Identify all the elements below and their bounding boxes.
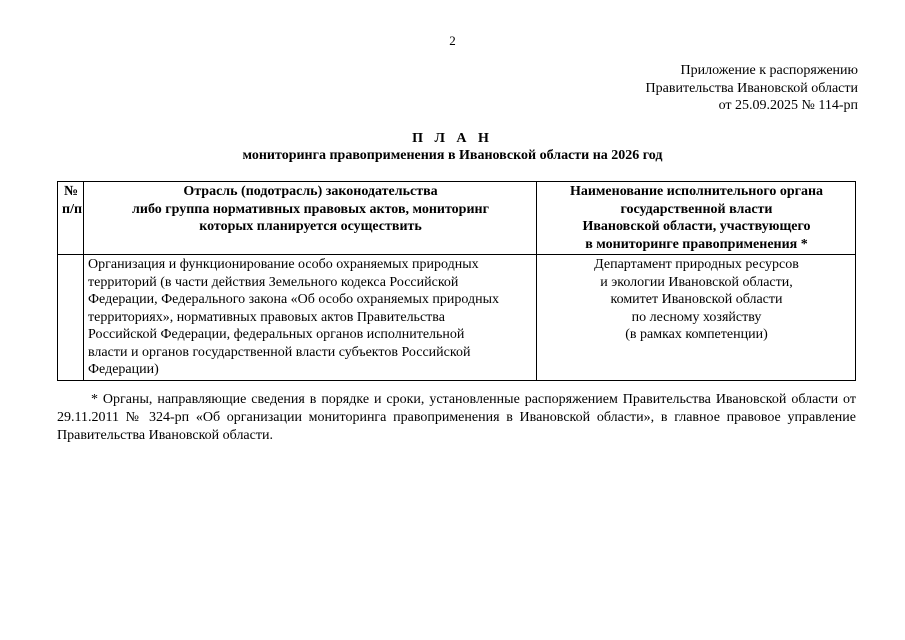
header-line: государственной власти	[620, 201, 773, 217]
footnote: * Органы, направляющие сведения в порядке и сроки, установленные распоряжением Правительства Ивановской области от 29.11.2011 № 324-рп «Об организации мониторинга правоприменения в Ивановской области», в главное правовое управление Правительства Ивановской области.	[57, 392, 856, 443]
cell-line: (в рамках компетенции)	[625, 327, 768, 342]
cell-line: Организация и функционирование особо охраняемых природных	[88, 257, 479, 272]
table-header-row	[58, 182, 856, 255]
header-num	[58, 182, 84, 255]
header-line: Ивановской области, участвующего	[582, 219, 811, 234]
header-line: либо группа нормативных правовых актов, мониторинг	[132, 201, 489, 217]
header-line: в мониторинге правоприменения *	[585, 236, 808, 252]
header-line: которых планируется осуществить	[199, 219, 422, 234]
appendix-header	[646, 62, 858, 115]
table-row	[58, 255, 856, 381]
plan-table	[57, 181, 856, 381]
header-area	[84, 182, 537, 255]
cell-org	[537, 255, 856, 381]
title-word: П Л А Н	[412, 131, 493, 146]
title-subtitle: мониторинга правоприменения в Ивановской области на 2026 год	[242, 148, 663, 163]
page-number: 2	[449, 33, 456, 48]
cell-line: Российской Федерации, федеральных органов исполнительной	[88, 327, 465, 342]
header-line: Наименование исполнительного органа	[569, 184, 824, 199]
header-line: п/п	[62, 201, 83, 217]
cell-line: власти и органов государственной власти субъектов Российской	[88, 344, 471, 360]
cell-line: и экологии Ивановской области,	[600, 274, 793, 290]
cell-line: территориях», нормативных правовых актов Правительства	[88, 309, 445, 325]
cell-line: Федерации)	[88, 362, 159, 377]
header-line: Отрасль (подотрасль) законодательства	[183, 184, 438, 199]
cell-line: комитет Ивановской области	[610, 292, 783, 307]
cell-area	[84, 255, 537, 381]
document-title	[0, 130, 905, 164]
cell-line: Департамент природных ресурсов	[594, 257, 799, 272]
cell-num	[58, 255, 84, 381]
header-org	[537, 182, 856, 255]
cell-line: Федерации, Федерального закона «Об особо охраняемых природных	[88, 292, 499, 307]
cell-line: по лесному хозяйству	[631, 309, 762, 325]
cell-line: территорий (в части действия Земельного кодекса Российской	[88, 274, 459, 290]
appendix-line: Приложение к распоряжению	[680, 63, 858, 78]
header-line: №	[63, 184, 79, 199]
appendix-line: Правительства Ивановской области	[645, 80, 858, 96]
appendix-line: от 25.09.2025 № 114-рп	[718, 98, 858, 113]
